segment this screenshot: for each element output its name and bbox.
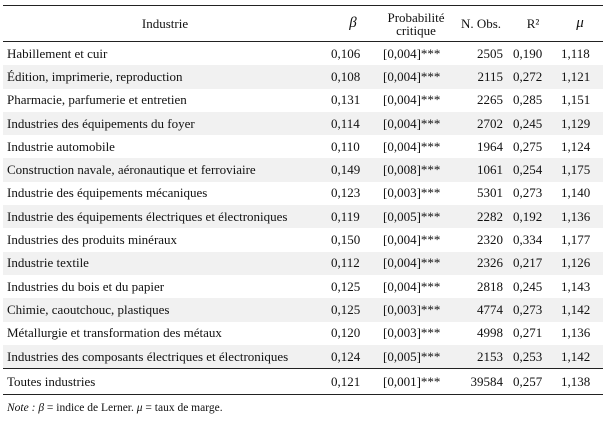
cell-beta: 0,120: [331, 325, 361, 341]
cell-mu: 1,142: [557, 298, 603, 321]
cell-industrie: Chimie, caoutchouc, plastiques: [3, 298, 327, 321]
cell-r2: 0,245: [509, 112, 557, 135]
note-mu-text: = taux de marge.: [142, 402, 223, 414]
cell-beta: 0,110: [331, 138, 360, 154]
cell-industrie: Industries des composants électriques et électroniques: [3, 345, 327, 369]
cell-nobs: 5301: [477, 185, 503, 201]
cell-industrie: Industries du bois et du papier: [7, 278, 165, 294]
cell-industrie: Métallurgie et transformation des métaux: [7, 325, 222, 341]
cell-prob: [0,004]***: [383, 92, 441, 108]
total-row: [3, 369, 603, 395]
note-mu-symbol: μ: [136, 402, 143, 414]
cell-mu: 1,118: [561, 45, 590, 61]
header-r2: R²: [526, 16, 540, 31]
cell-nobs: 1061: [453, 158, 509, 181]
header-mu: μ: [576, 15, 584, 31]
results-table-container: [3, 5, 603, 395]
cell-r2: 0,334: [513, 232, 543, 248]
cell-industrie: Pharmacie, parfumerie et entretien: [7, 92, 187, 108]
cell-mu: 1,151: [561, 92, 591, 108]
cell-nobs: 2320: [477, 232, 503, 248]
cell-nobs: 2326: [453, 252, 509, 275]
total-nobs: 39584: [470, 373, 503, 389]
cell-nobs: 2265: [477, 92, 503, 108]
cell-prob: [0,008]***: [379, 158, 453, 181]
cell-r2: 0,271: [513, 325, 543, 341]
cell-mu: 1,140: [561, 185, 591, 201]
cell-industrie: Industries des équipements du foyer: [3, 112, 327, 135]
cell-prob: [0,004]***: [383, 45, 441, 61]
table-row: [3, 65, 603, 88]
cell-nobs: 4774: [453, 298, 509, 321]
table-row: [3, 228, 603, 251]
cell-r2: 0,275: [513, 138, 543, 154]
cell-beta: 0,125: [327, 298, 379, 321]
cell-industrie: Industrie des équipements électriques et électroniques: [3, 205, 327, 228]
cell-nobs: 2818: [477, 278, 503, 294]
cell-nobs: 2153: [453, 345, 509, 369]
cell-r2: 0,285: [513, 92, 543, 108]
cell-nobs: 4998: [477, 325, 503, 341]
table-row: [3, 275, 603, 298]
cell-beta: 0,131: [331, 92, 361, 108]
table-row: [3, 322, 603, 345]
cell-nobs: 2115: [453, 65, 509, 88]
cell-prob: [0,004]***: [383, 138, 441, 154]
cell-beta: 0,119: [327, 205, 379, 228]
cell-mu: 1,136: [557, 205, 603, 228]
cell-beta: 0,112: [327, 252, 379, 275]
cell-industrie: Industrie automobile: [7, 138, 115, 154]
total-mu: 1,138: [561, 373, 591, 389]
cell-industrie: Construction navale, aéronautique et ferroviaire: [3, 158, 327, 181]
cell-industrie: Industrie des équipements mécaniques: [7, 185, 208, 201]
cell-beta: 0,125: [331, 278, 361, 294]
table-row: [3, 205, 603, 228]
table-body: [3, 42, 603, 369]
cell-r2: 0,245: [513, 278, 543, 294]
cell-prob: [0,003]***: [383, 185, 441, 201]
header-probabilite-line1: Probabilité: [387, 9, 445, 25]
header-row: [3, 6, 603, 42]
total-beta: 0,121: [331, 373, 361, 389]
cell-r2: 0,217: [509, 252, 557, 275]
cell-beta: 0,106: [331, 45, 361, 61]
table-row: [3, 89, 603, 112]
cell-mu: 1,177: [561, 232, 591, 248]
header-nobs: N. Obs.: [460, 16, 502, 31]
cell-industrie: Habillement et cuir: [7, 45, 108, 61]
cell-nobs: 2505: [477, 45, 503, 61]
cell-mu: 1,175: [557, 158, 603, 181]
note-beta-symbol: β: [38, 402, 45, 414]
table-row: [3, 252, 603, 275]
cell-beta: 0,123: [331, 185, 361, 201]
table-row: [3, 135, 603, 158]
cell-mu: 1,136: [561, 325, 591, 341]
cell-r2: 0,190: [513, 45, 543, 61]
header-beta: β: [349, 15, 357, 31]
cell-prob: [0,003]***: [379, 298, 453, 321]
cell-r2: 0,254: [509, 158, 557, 181]
cell-prob: [0,004]***: [383, 278, 441, 294]
cell-r2: 0,273: [513, 185, 543, 201]
cell-nobs: 1964: [477, 138, 503, 154]
total-industrie: Toutes industries: [7, 373, 96, 389]
cell-r2: 0,273: [509, 298, 557, 321]
cell-beta: 0,114: [327, 112, 379, 135]
cell-r2: 0,272: [509, 65, 557, 88]
cell-prob: [0,004]***: [379, 65, 453, 88]
table-row: [3, 42, 603, 66]
cell-prob: [0,004]***: [379, 252, 453, 275]
cell-mu: 1,129: [557, 112, 603, 135]
header-probabilite-line2: critique: [396, 22, 436, 38]
cell-beta: 0,124: [327, 345, 379, 369]
total-r2: 0,257: [513, 373, 543, 389]
cell-beta: 0,149: [327, 158, 379, 181]
cell-r2: 0,253: [509, 345, 557, 369]
cell-mu: 1,142: [557, 345, 603, 369]
note-beta-text: = indice de Lerner.: [44, 402, 137, 414]
cell-prob: [0,004]***: [379, 112, 453, 135]
cell-beta: 0,108: [327, 65, 379, 88]
cell-nobs: 2282: [453, 205, 509, 228]
table-row: [3, 182, 603, 205]
cell-mu: 1,126: [557, 252, 603, 275]
cell-prob: [0,004]***: [383, 232, 441, 248]
cell-nobs: 2702: [453, 112, 509, 135]
header-probabilite: [379, 6, 453, 42]
cell-prob: [0,005]***: [379, 205, 453, 228]
table-note: [7, 402, 223, 414]
total-prob: [0,001]***: [383, 373, 441, 389]
table-row: [3, 298, 603, 321]
cell-mu: 1,143: [561, 278, 591, 294]
cell-prob: [0,005]***: [379, 345, 453, 369]
lerner-index-table: [3, 5, 603, 395]
cell-r2: 0,192: [509, 205, 557, 228]
table-row: [3, 112, 603, 135]
cell-mu: 1,121: [557, 65, 603, 88]
table-row: [3, 158, 603, 181]
cell-industrie: Édition, imprimerie, reproduction: [3, 65, 327, 88]
table-row: [3, 345, 603, 369]
cell-mu: 1,124: [561, 138, 591, 154]
header-industrie: Industrie: [141, 16, 189, 31]
cell-industrie: Industries des produits minéraux: [7, 232, 178, 248]
total-section: [3, 369, 603, 395]
cell-industrie: Industrie textile: [3, 252, 327, 275]
note-prefix: Note :: [7, 402, 36, 414]
cell-beta: 0,150: [331, 232, 361, 248]
cell-prob: [0,003]***: [383, 325, 441, 341]
